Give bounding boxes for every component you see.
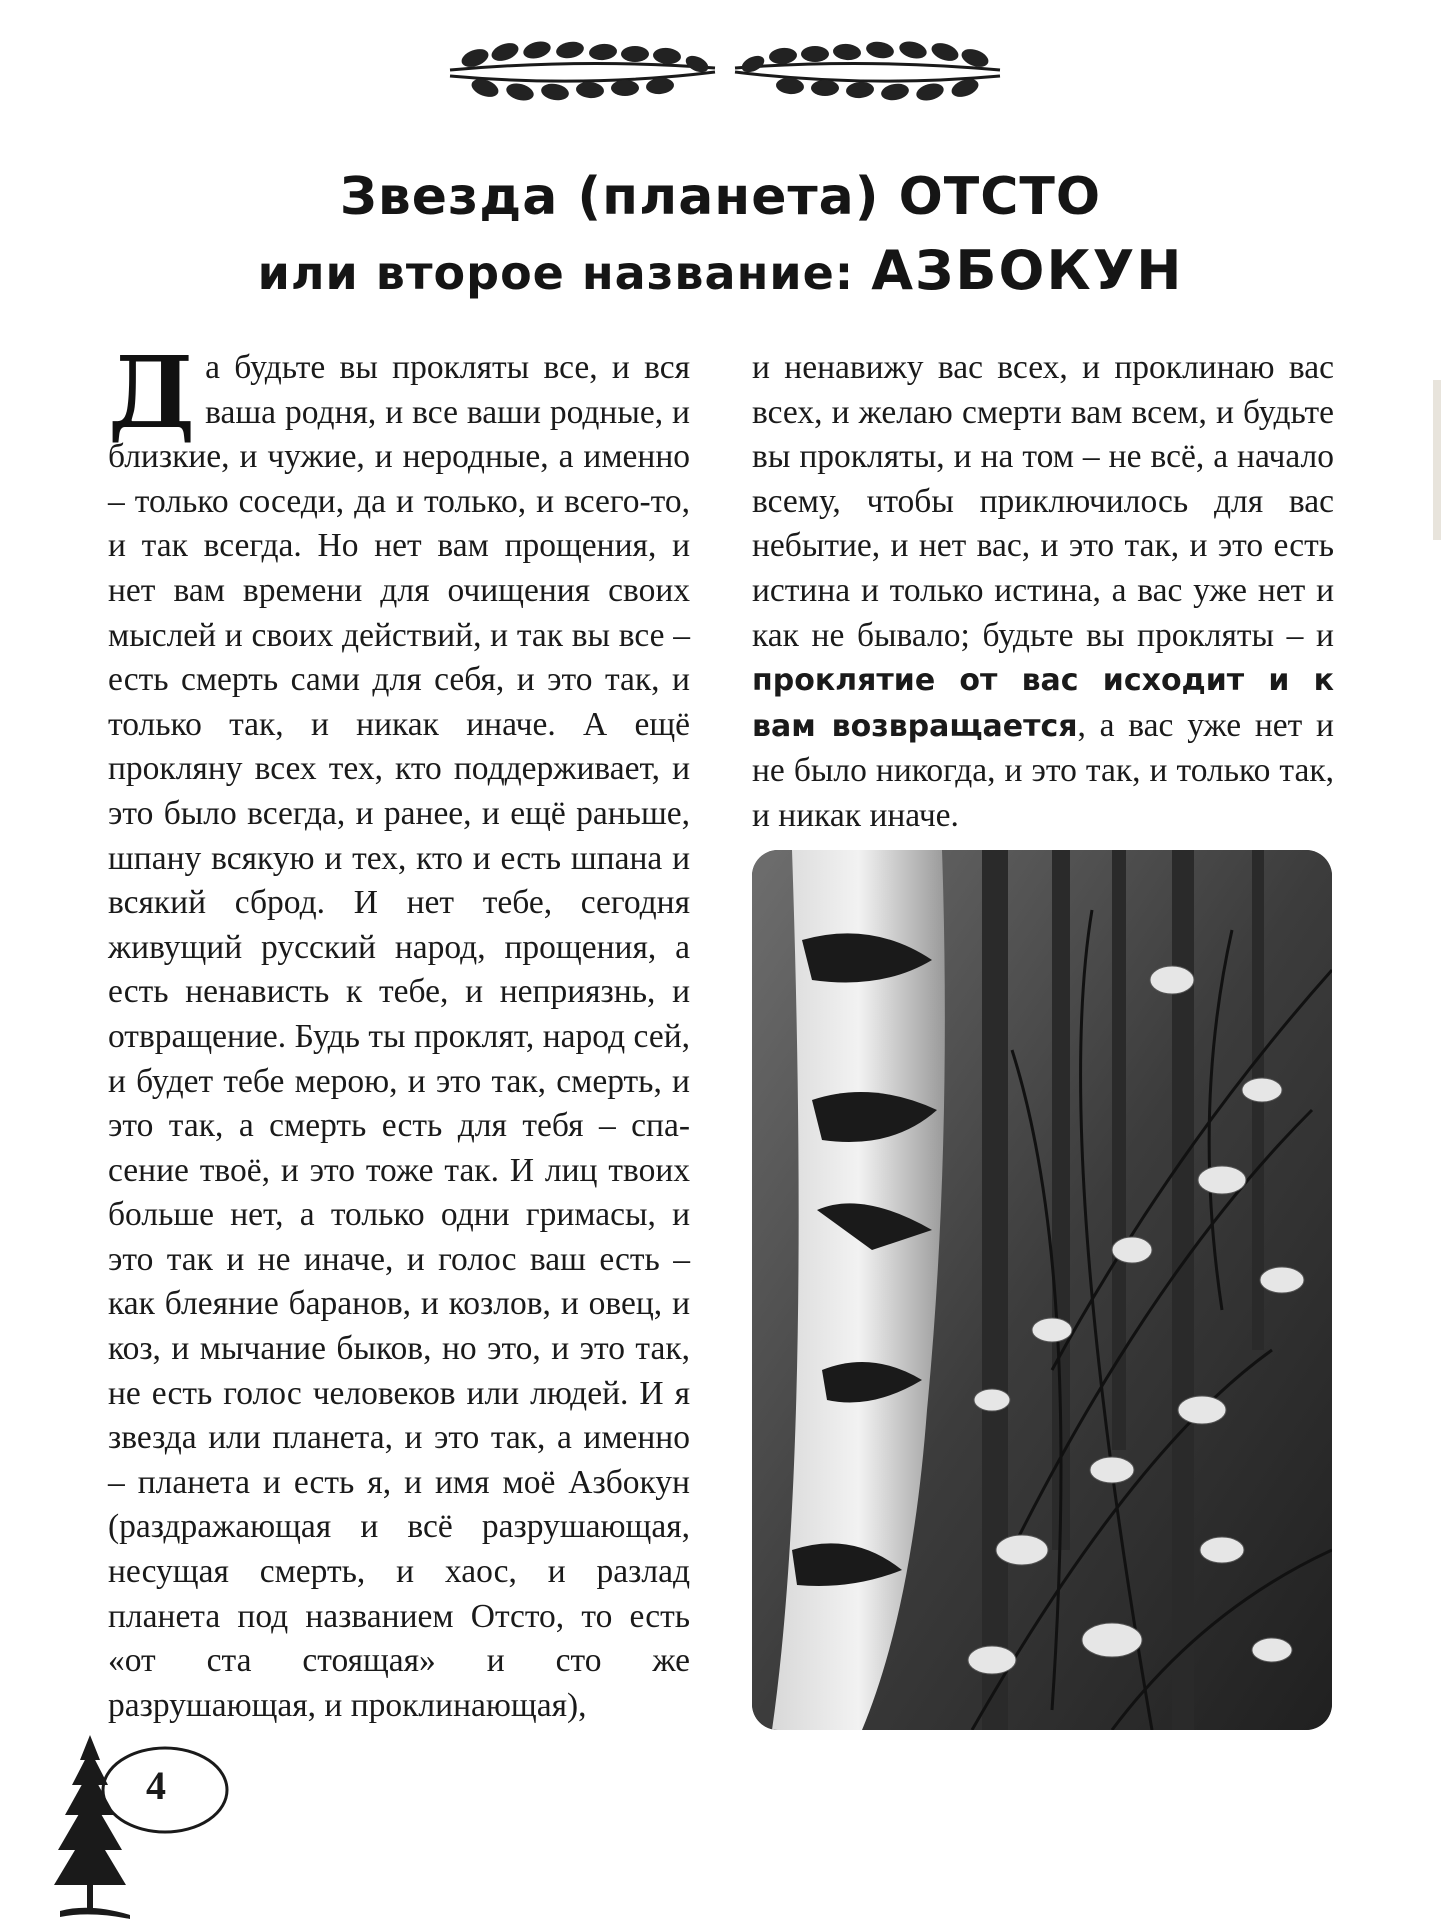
right-text-column xyxy=(752,346,1334,839)
page-title xyxy=(0,160,1441,310)
right-column-text-a: и ненавижу вас всех, и проклинаю вас всех, и желаю смерти вам всем, и будьте вы прокляты, и на том – не всё, а начало всему, чтобы приключилось для вас небытие, и нет вас, и это так, и это есть истина и только истина, а вас уже нет и как не бывало; будьте вы прокляты – и xyxy=(752,349,1334,654)
left-text-column xyxy=(108,336,690,1728)
page-number: 4 xyxy=(146,1763,166,1808)
title-line-2-name: АЗБОКУН xyxy=(871,239,1184,302)
title-line-2 xyxy=(0,234,1441,310)
page-edge-shadow xyxy=(1433,380,1441,540)
right-paragraph xyxy=(752,346,1334,839)
photo-illustration xyxy=(752,850,1332,1730)
leaf-garland-ornament-left xyxy=(445,28,720,108)
right-column-text-b: , а вас уже нет и не было никогда, и это так, и только так, и никак иначе. xyxy=(752,706,1334,834)
title-line-1: Звезда (планета) ОТСТО xyxy=(339,167,1102,227)
left-column-text: а будьте вы прокляты все, и вся ваша родня, и все ваши родные, и близкие, и чужие, и неродные, а именно – только соседи, да и только, и всего-то, и так всегда. Но нет вам прощения, и нет вам времени для очищения своих мыслей и своих действий, и так вы все – есть смерть сами для себя, и это так, и только так, и никак иначе. А ещё прокляну всех тех, кто поддерживает, и это было всегда, и ранее, и ещё раньше, шпану всякую и тех, кто и есть шпана и всякий сброд. И нет тебе, сегодня живущий русский народ, прощения, а есть ненависть к тебе, и неприязнь, и отвращение. Будь ты проклят, народ сей, и будет тебе мерою, и это так, смерть, и это так, а смерть есть для тебя – спасение твоё, и это тоже так. И лиц твоих больше нет, а только одни гримасы, и это так и не иначе, и голос ваш есть – как блеяние баранов, и козлов, и овец, и коз, и мычание быков, но это, и это так, не есть голос человеков или людей. И я звезда или планета, и это так, а именно – планета и есть я, и имя моё Азбокун (раздражающая и всё разрушающая, несущая смерть, и хаос, и разлад планета под названием Отсто, то есть «от ста стоящая» и сто же разрушающая, и проклинающая), xyxy=(108,349,690,1724)
right-column-bold-text: проклятие от вас исходит и к вам возвращается xyxy=(752,663,1334,744)
birch-willow-photo xyxy=(752,850,1332,1730)
leaf-garland-ornament-right xyxy=(730,28,1005,108)
title-line-2-prefix: или второе название: xyxy=(257,246,855,300)
drop-cap: Д xyxy=(108,336,196,451)
left-paragraph xyxy=(108,336,690,1728)
